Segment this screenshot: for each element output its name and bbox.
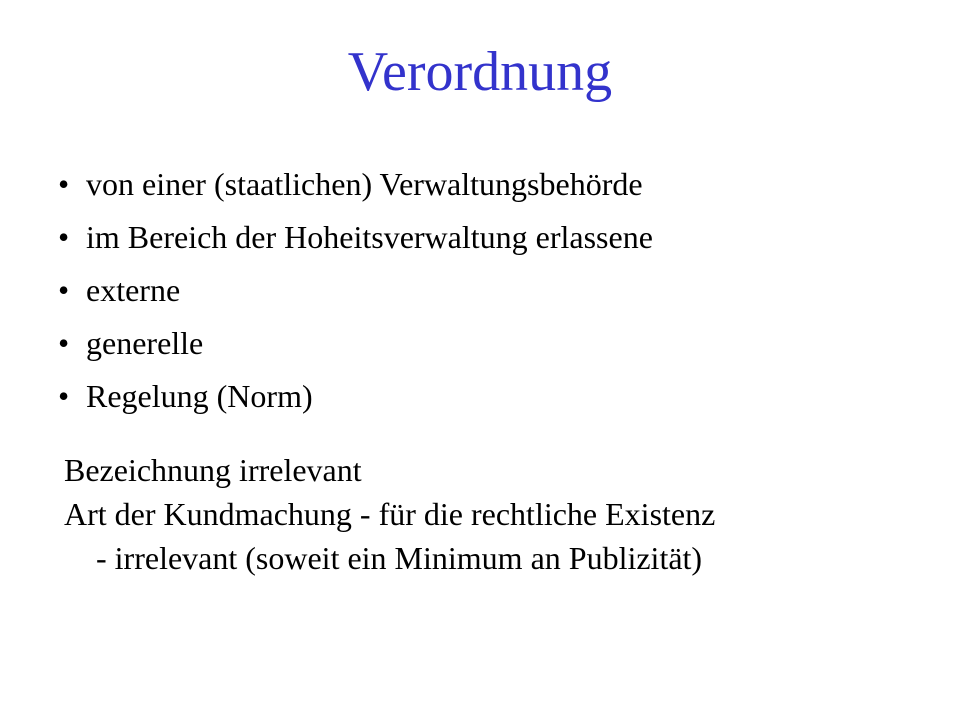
bullet-item	[58, 211, 653, 264]
slide-title: Verordnung	[347, 41, 613, 103]
bullet-text: von einer (staatlichen) Verwaltungsbehörde	[86, 166, 643, 202]
bullet-text: im Bereich der Hoheitsverwaltung erlassene	[86, 219, 653, 255]
bullet-text: generelle	[86, 325, 204, 361]
bullet-text: Regelung (Norm)	[86, 378, 313, 414]
bullet-text: externe	[86, 272, 181, 308]
bullet-icon: •	[58, 325, 70, 361]
bullet-item	[58, 370, 653, 423]
bullet-list	[58, 158, 653, 423]
bullet-icon: •	[58, 272, 70, 308]
bullet-item	[58, 158, 653, 211]
note-line: Art der Kundmachung - für die rechtliche Existenz	[64, 496, 716, 532]
note-line: - irrelevant (soweit ein Minimum an Publizität)	[96, 540, 703, 576]
note-line: Bezeichnung irrelevant	[64, 452, 362, 488]
bullet-icon: •	[58, 219, 70, 255]
notes-block	[64, 448, 944, 580]
bullet-item	[58, 317, 653, 370]
bullet-icon: •	[58, 378, 70, 414]
bullet-icon: •	[58, 166, 70, 202]
bullet-item	[58, 264, 653, 317]
